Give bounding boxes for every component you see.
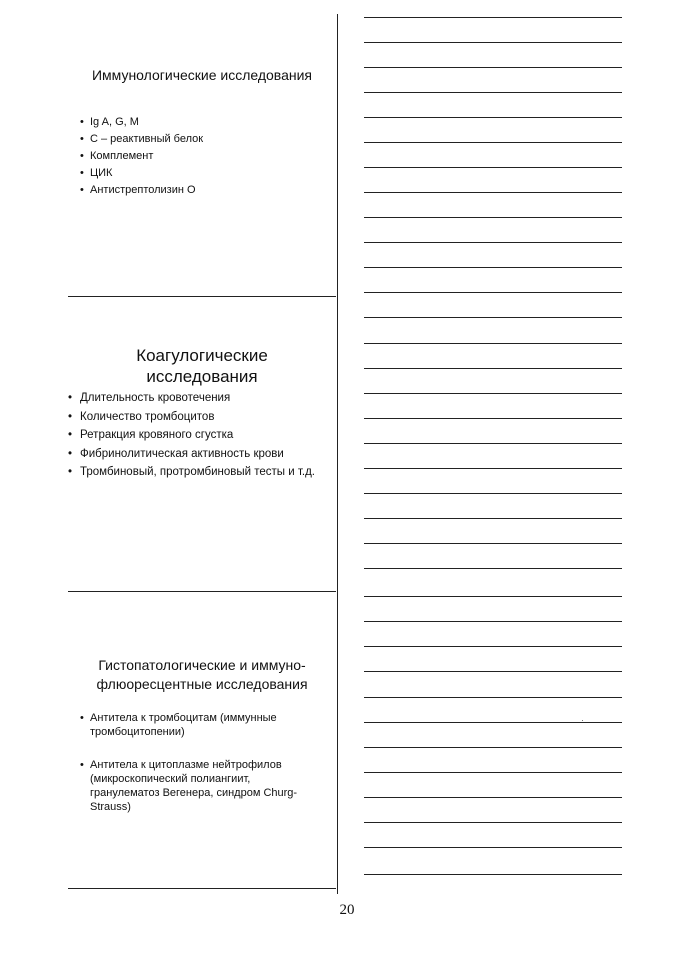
- slide-separator: [68, 296, 336, 297]
- slide-separator: [68, 888, 336, 889]
- note-line: [364, 343, 622, 344]
- scan-speck: [582, 720, 583, 721]
- note-line: [364, 142, 622, 143]
- list-item: • Тромбиновый, протромбиновый тесты и т.д.: [68, 463, 320, 482]
- note-line: [364, 167, 622, 168]
- note-line: [364, 797, 622, 798]
- note-line: [364, 772, 622, 773]
- list-item: • ЦИК: [80, 165, 336, 182]
- list-item: • Антистрептолизин О: [80, 182, 336, 199]
- note-line: [364, 874, 622, 875]
- note-line: [364, 242, 622, 243]
- note-line: [364, 292, 622, 293]
- note-line: [364, 393, 622, 394]
- list-item: • С – реактивный белок: [80, 131, 336, 148]
- note-line: [364, 697, 622, 698]
- slide-title-line: флюоресцентные исследования: [96, 676, 308, 692]
- note-line: [364, 92, 622, 93]
- bullet-list: [80, 711, 300, 814]
- note-line: [364, 596, 622, 597]
- list-item: • Ig A, G, M: [80, 114, 336, 131]
- note-line: [364, 847, 622, 848]
- slide-histopathology: [68, 656, 336, 814]
- list-item: • Фибринолитическая активность крови: [68, 445, 320, 464]
- note-line: [364, 646, 622, 647]
- note-line: [364, 192, 622, 193]
- column-divider: [337, 14, 338, 894]
- note-line: [364, 317, 622, 318]
- slide-title-line: исследования: [146, 367, 258, 386]
- bullet-list: [68, 389, 320, 482]
- list-item: • Ретракция кровяного сгустка: [68, 426, 320, 445]
- note-line: [364, 722, 622, 723]
- note-line: [364, 42, 622, 43]
- note-line: [364, 671, 622, 672]
- bullet-list: [80, 114, 336, 199]
- slide-coagulology: [68, 345, 336, 482]
- slide-title-line: Гистопатологические и иммуно-: [98, 657, 306, 673]
- list-item: • Количество тромбоцитов: [68, 408, 320, 427]
- note-line: [364, 543, 622, 544]
- list-item: • Антитела к тромбоцитам (иммунные тромбоцитопении): [80, 711, 300, 739]
- note-line: [364, 518, 622, 519]
- note-line: [364, 568, 622, 569]
- note-line: [364, 493, 622, 494]
- note-line: [364, 468, 622, 469]
- note-line: [364, 443, 622, 444]
- note-line: [364, 621, 622, 622]
- slide-title-line: Коагулогические: [136, 346, 268, 365]
- slide-separator: [68, 591, 336, 592]
- list-item: • Комплемент: [80, 148, 336, 165]
- note-line: [364, 67, 622, 68]
- slide-title: [68, 345, 336, 387]
- note-line: [364, 117, 622, 118]
- note-line: [364, 217, 622, 218]
- note-line: [364, 418, 622, 419]
- list-item: • Длительность кровотечения: [68, 389, 320, 408]
- page-number: 20: [339, 902, 355, 918]
- note-line: [364, 822, 622, 823]
- list-item: • Антитела к цитоплазме нейтрофилов (микроскопический полиангиит, гранулематоз Вегенера, синдром Churg-Strauss): [80, 758, 300, 814]
- slide-title: Иммунологические исследования: [91, 67, 313, 83]
- slide-immunology: [68, 66, 336, 199]
- note-line: [364, 17, 622, 18]
- note-line: [364, 267, 622, 268]
- note-line: [364, 368, 622, 369]
- slide-title: [68, 656, 336, 694]
- note-line: [364, 747, 622, 748]
